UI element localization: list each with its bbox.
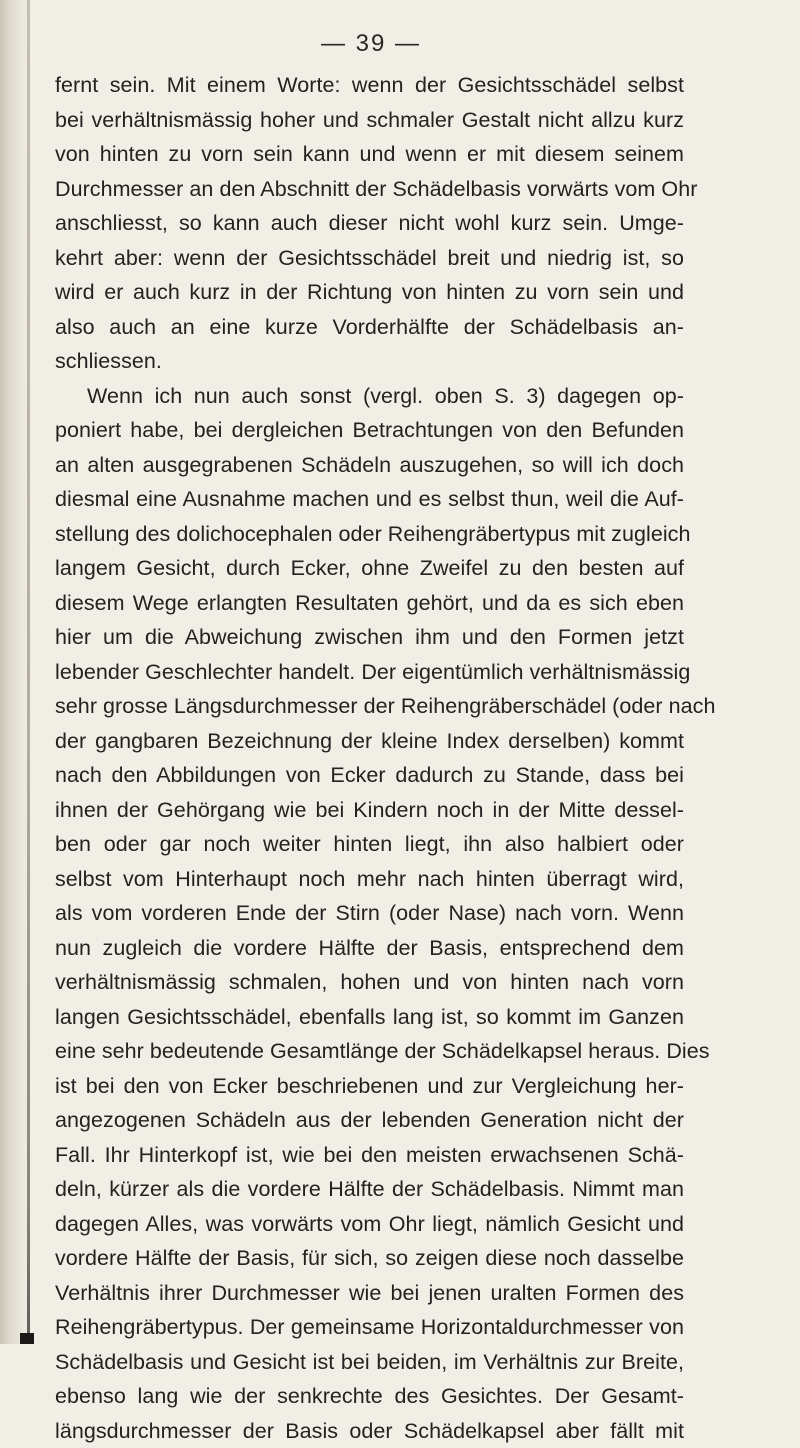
text-line: dagegen Alles, was vorwärts vom Ohr liegt, nämlich Gesicht und [55,1207,684,1242]
body-text [55,68,684,1448]
text-line: lebender Geschlechter handelt. Der eigentümlich verhältnismässig [55,655,684,690]
text-line: vordere Hälfte der Basis, für sich, so zeigen diese noch dasselbe [55,1241,684,1276]
text-line: Verhältnis ihrer Durchmesser wie bei jenen uralten Formen des [55,1276,684,1311]
text-line: bei verhältnismässig hoher und schmaler Gestalt nicht allzu kurz [55,103,684,138]
text-line: diesem Wege erlangten Resultaten gehört, und da es sich eben [55,586,684,621]
text-line: diesmal eine Ausnahme machen und es selbst thun, weil die Auf- [55,482,684,517]
text-line: als vom vorderen Ende der Stirn (oder Nase) nach vorn. Wenn [55,896,684,931]
text-line: hier um die Abweichung zwischen ihm und den Formen jetzt [55,620,684,655]
text-line: Fall. Ihr Hinterkopf ist, wie bei den meisten erwachsenen Schä- [55,1138,684,1173]
text-line: kehrt aber: wenn der Gesichtsschädel breit und niedrig ist, so [55,241,684,276]
paragraph-end-line: schliessen. [55,344,684,379]
scan-corner-mark [20,1333,34,1344]
text-line: also auch an eine kurze Vorderhälfte der Schädelbasis an- [55,310,684,345]
text-line: stellung des dolichocephalen oder Reihengräbertypus mit zugleich [55,517,684,552]
text-line: sehr grosse Längsdurchmesser der Reihengräberschädel (oder nach [55,689,684,724]
text-line: ebenso lang wie der senkrechte des Gesichtes. Der Gesamt- [55,1379,684,1414]
text-line: eine sehr bedeutende Gesamtlänge der Schädelkapsel heraus. Dies [55,1034,684,1069]
text-line: langen Gesichtsschädel, ebenfalls lang ist, so kommt im Ganzen [55,1000,684,1035]
text-line: poniert habe, bei dergleichen Betrachtungen von den Befunden [55,413,684,448]
text-line: an alten ausgegrabenen Schädeln auszugehen, so will ich doch [55,448,684,483]
text-line: nun zugleich die vordere Hälfte der Basis, entsprechend dem [55,931,684,966]
text-line: längsdurchmesser der Basis oder Schädelkapsel aber fällt mit [55,1414,684,1448]
text-line: von hinten zu vorn sein kann und wenn er mit diesem seinem [55,137,684,172]
text-line: Schädelbasis und Gesicht ist bei beiden, im Verhältnis zur Breite, [55,1345,684,1380]
text-line: deln, kürzer als die vordere Hälfte der Schädelbasis. Nimmt man [55,1172,684,1207]
text-line: ben oder gar noch weiter hinten liegt, ihn also halbiert oder [55,827,684,862]
page-binding-shadow [27,0,30,1344]
text-line: verhältnismässig schmalen, hohen und von hinten nach vorn [55,965,684,1000]
text-line: ihnen der Gehörgang wie bei Kindern noch in der Mitte dessel- [55,793,684,828]
text-line: fernt sein. Mit einem Worte: wenn der Gesichtsschädel selbst [55,68,684,103]
paragraph-start-line: Wenn ich nun auch sonst (vergl. oben S. 3) dagegen op- [55,379,684,414]
text-line: Durchmesser an den Abschnitt der Schädelbasis vorwärts vom Ohr [55,172,684,207]
text-line: Reihengräbertypus. Der gemeinsame Horizontaldurchmesser von [55,1310,684,1345]
page-number: — 39 — [316,30,426,58]
page-binding-edge [0,0,30,1344]
text-line: anschliesst, so kann auch dieser nicht wohl kurz sein. Umge- [55,206,684,241]
text-line: langem Gesicht, durch Ecker, ohne Zweifel zu den besten auf [55,551,684,586]
text-line: nach den Abbildungen von Ecker dadurch zu Stande, dass bei [55,758,684,793]
text-line: ist bei den von Ecker beschriebenen und zur Vergleichung her- [55,1069,684,1104]
text-line: wird er auch kurz in der Richtung von hinten zu vorn sein und [55,275,684,310]
text-line: der gangbaren Bezeichnung der kleine Index derselben) kommt [55,724,684,759]
text-line: selbst vom Hinterhaupt noch mehr nach hinten überragt wird, [55,862,684,897]
text-line: angezogenen Schädeln aus der lebenden Generation nicht der [55,1103,684,1138]
